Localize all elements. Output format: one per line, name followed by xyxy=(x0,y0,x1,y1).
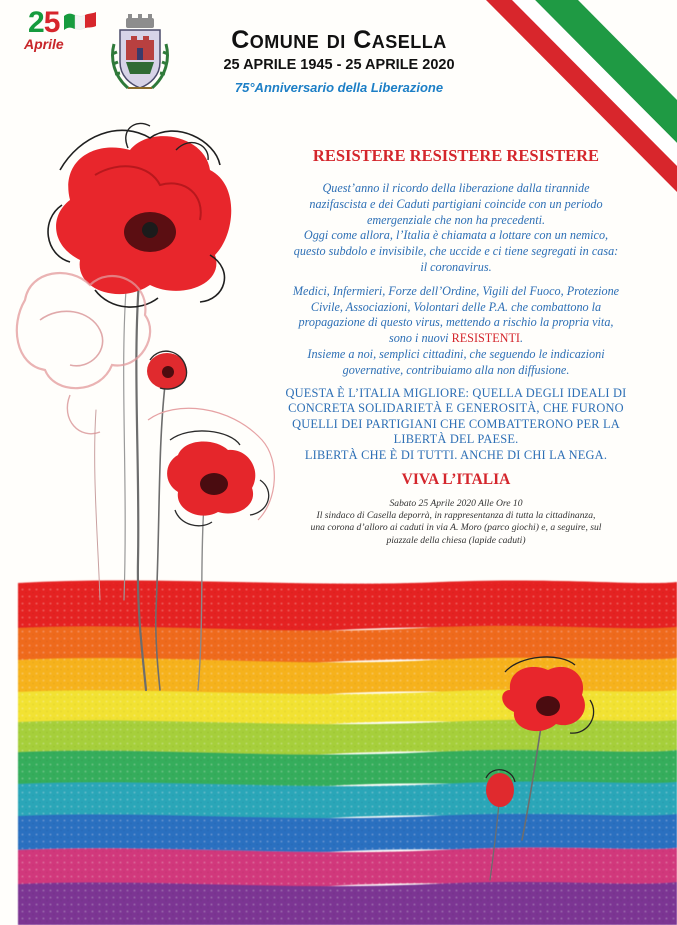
paragraph-intro xyxy=(262,181,650,276)
poppy-bud xyxy=(147,351,187,389)
text-line: Oggi come allora, l’Italia è chiamata a lottare con un nemico, xyxy=(303,228,609,243)
poppy-faded xyxy=(17,273,150,434)
text-line: Medici, Infermieri, Forze dell’Ordine, Vigili del Fuoco, Protezione xyxy=(292,283,620,298)
text-line: Quest’anno il ricordo della liberazione dalla tirannide xyxy=(322,181,590,195)
message-block xyxy=(262,146,650,547)
text-line: QUELLI DEI PARTIGIANI CHE COMBATTERONO PER LA xyxy=(292,416,620,431)
text-line: emergenziale che non ha precedenti. xyxy=(366,212,546,227)
text-line: CONCRETA SOLIDARIETÀ E GENEROSITÀ, CHE FURONO xyxy=(288,401,624,416)
coat-of-arms-icon xyxy=(104,14,176,96)
text-line: propagazione di questo virus, mettendo a rischio la propria vita, xyxy=(298,315,614,330)
badge-label: Aprile xyxy=(24,36,64,52)
anniversary-subtitle: 75°Anniversario della Liberazione xyxy=(234,80,444,95)
text-line: il coronavirus. xyxy=(420,259,492,274)
text-line: questo subdolo e invisibile, che uccide e ci tiene segregati in casa: xyxy=(293,244,619,259)
headline: RESISTERE RESISTERE RESISTERE xyxy=(312,146,600,165)
text-line: QUESTA È L’ITALIA MIGLIORE: QUELLA DEGLI IDEALI DI xyxy=(285,385,627,400)
text-line: sono i nuovi RESISTENTI. xyxy=(388,331,524,346)
poppy-medium xyxy=(148,408,274,525)
text-line: governative, contribuiamo alla non diffusione. xyxy=(342,362,570,377)
text-line: Insieme a noi, semplici cittadini, che seguendo le indicazioni xyxy=(307,346,605,361)
text-line: piazzale della chiesa (lapide caduti) xyxy=(386,534,526,546)
anniversary-badge xyxy=(24,6,100,54)
paragraph-caps xyxy=(262,386,650,464)
ceremony-note xyxy=(262,498,650,548)
paragraph-resistenti xyxy=(262,284,650,379)
text-line: LIBERTÀ CHE È DI TUTTI. ANCHE DI CHI LA NEGA. xyxy=(304,447,608,462)
poppy-large xyxy=(48,123,231,307)
resistenti-highlight: RESISTENTI xyxy=(451,331,520,346)
event-dates: 25 APRILE 1945 - 25 APRILE 2020 xyxy=(223,57,455,73)
page-title: Comune di Casella xyxy=(231,26,447,54)
rainbow-bands xyxy=(18,580,677,925)
text-line: LIBERTÀ DEL PAESE. xyxy=(393,432,519,447)
text-line: nazifascista e dei Caduti partigiani coincide con un periodo xyxy=(309,196,603,211)
text-line: una corona d’alloro ai caduti in via A. Moro (parco giochi) e, a seguire, sul xyxy=(310,522,602,534)
text-line: Sabato 25 Aprile 2020 Alle Ore 10 xyxy=(389,497,523,509)
text-line: Il sindaco di Casella deporrà, in rappresentanza di tutta la cittadinanza, xyxy=(316,509,596,521)
closing-slogan: VIVA L’ITALIA xyxy=(401,470,511,488)
text-line: Civile, Associazioni, Volontari delle P.A. che combattono la xyxy=(310,299,602,314)
italian-flag-icon xyxy=(64,12,96,30)
badge-number: 25 xyxy=(28,6,60,39)
